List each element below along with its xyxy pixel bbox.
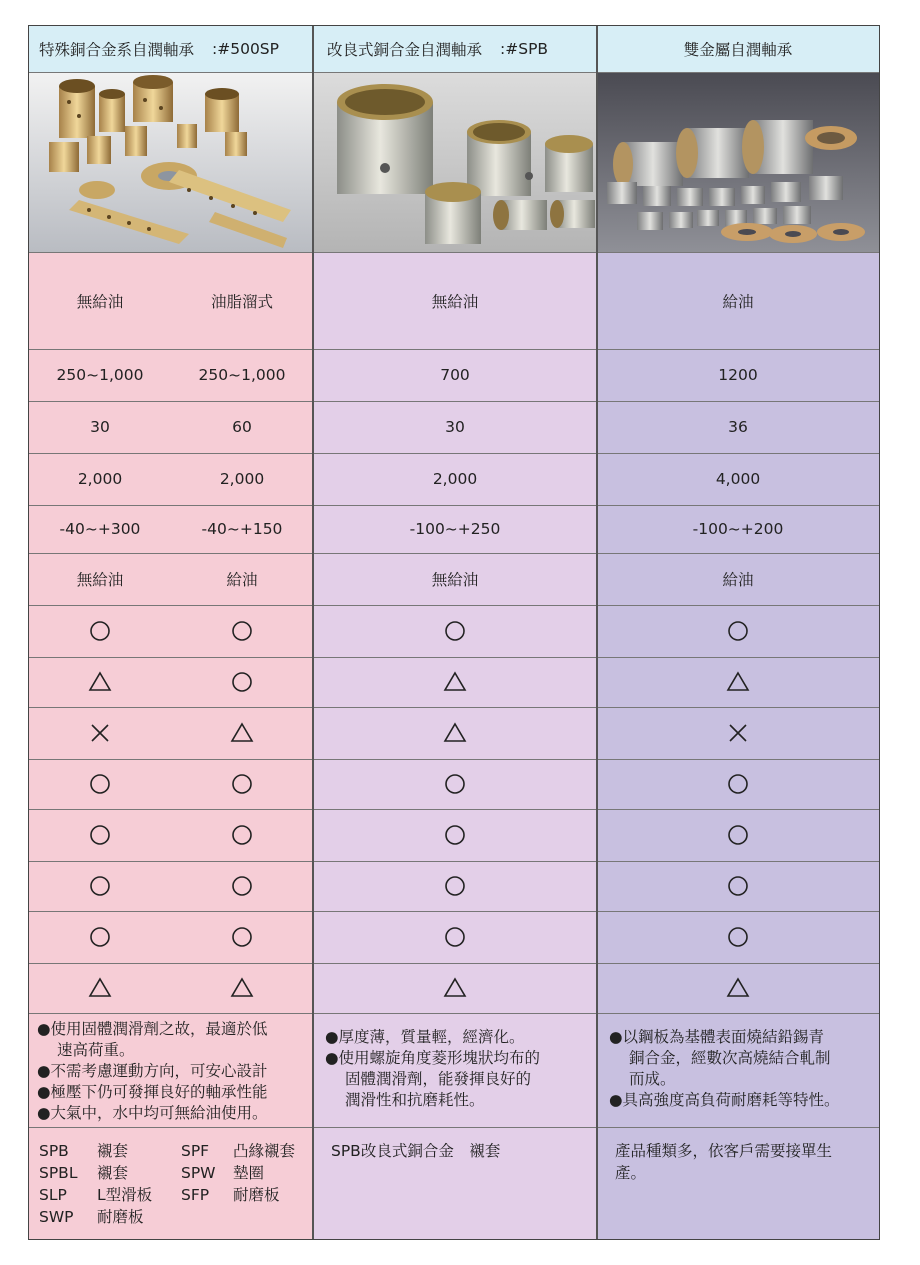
photo-bimetal-parts: [597, 72, 879, 252]
cell-oil: 給油: [722, 571, 754, 589]
product-row: [39, 1162, 295, 1184]
cell-speed: 30: [445, 418, 465, 436]
rating-circle-icon: [171, 809, 313, 861]
cell-pv: 4,000: [715, 470, 761, 488]
rating-circle-icon: [313, 911, 597, 963]
rating-circle-icon: [29, 809, 171, 861]
product-row: [39, 1206, 295, 1228]
features-500sp: [37, 1019, 268, 1124]
rating-circle-icon: [313, 605, 597, 657]
cell-speed: 60: [232, 418, 252, 436]
rating-triangle-icon: [29, 657, 171, 707]
product-name: 襯套: [97, 1142, 129, 1160]
products-500sp: [39, 1140, 295, 1228]
product-name: 耐磨板: [233, 1186, 280, 1204]
product-row: [39, 1184, 295, 1206]
rating-circle-icon: [313, 809, 597, 861]
feature-line: ●以鋼板為基體表面燒結鉛錫青: [609, 1028, 825, 1046]
rating-triangle-icon: [171, 707, 313, 759]
products-spb: [331, 1140, 500, 1162]
rating-circle-icon: [29, 861, 171, 911]
cell-pv: 2,000: [219, 470, 265, 488]
rating-triangle-icon: [597, 963, 879, 1013]
cell-load: 700: [440, 366, 470, 384]
product-line: 產。: [615, 1164, 647, 1182]
cell-load: 250~1,000: [198, 366, 286, 384]
header-spb-title: 改良式銅合金自潤軸承: [327, 41, 483, 59]
features-spb: [325, 1027, 540, 1111]
rating-circle-icon: [597, 809, 879, 861]
cell-temp: -100~+250: [409, 520, 501, 538]
product-code: SPB: [39, 1142, 69, 1160]
header-500sp: [29, 26, 313, 72]
feature-line: ●使用螺旋角度菱形塊狀均布的: [325, 1049, 541, 1067]
cell-temp: -40~+300: [59, 520, 141, 538]
header-500sp-title: 特殊銅合金系自潤軸承: [39, 41, 195, 59]
cell-speed: 36: [728, 418, 748, 436]
cell-pv: 2,000: [77, 470, 123, 488]
cell-lube: 無給油: [76, 292, 124, 311]
cell-temp: -40~+150: [201, 520, 283, 538]
header-bimetal-title: 雙金屬自潤軸承: [683, 41, 793, 59]
cell-speed: 30: [90, 418, 110, 436]
cell-lube: 油脂溜式: [210, 292, 273, 311]
cell-temp: -100~+200: [692, 520, 784, 538]
feature-line: ●使用固體潤滑劑之故，最適於低: [37, 1020, 268, 1038]
bearing-comparison-table: [28, 25, 880, 1240]
rating-circle-icon: [171, 759, 313, 809]
rating-triangle-icon: [313, 963, 597, 1013]
feature-line: 而成。: [629, 1070, 676, 1088]
product-name: 凸緣襯套: [233, 1142, 296, 1160]
product-name: L型滑板: [97, 1186, 153, 1204]
header-spb-code: :#SPB: [500, 40, 549, 58]
rating-triangle-icon: [597, 657, 879, 707]
product-name: 耐磨板: [97, 1208, 144, 1226]
header-bimetal: [597, 26, 879, 72]
rating-circle-icon: [597, 911, 879, 963]
product-code: SLP: [39, 1186, 67, 1204]
rating-triangle-icon: [313, 657, 597, 707]
rating-circle-icon: [171, 605, 313, 657]
product-code: SPBL: [39, 1164, 78, 1182]
rating-circle-icon: [597, 605, 879, 657]
cell-lube: 給油: [722, 292, 754, 311]
header-spb: [313, 26, 597, 72]
rating-circle-icon: [171, 861, 313, 911]
rating-circle-icon: [597, 759, 879, 809]
rating-circle-icon: [313, 861, 597, 911]
feature-line: ●厚度薄，質量輕，經濟化。: [325, 1028, 525, 1046]
product-code: SPF: [181, 1142, 210, 1160]
product-code: SPW: [181, 1164, 216, 1182]
rating-cross-icon: [29, 707, 171, 759]
products-bimetal: [615, 1140, 832, 1184]
rating-circle-icon: [29, 759, 171, 809]
rating-circle-icon: [597, 861, 879, 911]
cell-pv: 2,000: [432, 470, 478, 488]
features-bimetal: [609, 1027, 840, 1111]
feature-line: ●極壓下仍可發揮良好的軸承性能: [37, 1083, 268, 1101]
product-line: SPB改良式銅合金 襯套: [331, 1142, 501, 1160]
feature-line: ●大氣中，水中均可無給油使用。: [37, 1104, 268, 1122]
cell-load: 250~1,000: [56, 366, 144, 384]
feature-line: 潤滑性和抗磨耗性。: [345, 1091, 485, 1109]
photo-bronze-parts: [29, 72, 313, 252]
header-500sp-code: :#500SP: [212, 40, 279, 58]
cell-lube: 無給油: [431, 292, 479, 311]
cell-load: 1200: [718, 366, 758, 384]
rating-circle-icon: [29, 911, 171, 963]
photo-steel-bushings: [313, 72, 597, 252]
rating-circle-icon: [313, 759, 597, 809]
rating-circle-icon: [171, 657, 313, 707]
product-line: 產品種類多，依客戶需要接單生: [615, 1142, 833, 1160]
rating-cross-icon: [597, 707, 879, 759]
cell-oil: 無給油: [431, 571, 479, 589]
product-row: [39, 1140, 295, 1162]
product-name: 墊圈: [233, 1164, 265, 1182]
feature-line: 速高荷重。: [57, 1041, 135, 1059]
cell-oil: 給油: [226, 571, 258, 589]
feature-line: ●具高強度高負荷耐磨耗等特性。: [609, 1091, 840, 1109]
feature-line: 固體潤滑劑，能發揮良好的: [345, 1070, 532, 1088]
product-code: SWP: [39, 1208, 74, 1226]
rating-triangle-icon: [171, 963, 313, 1013]
cell-oil: 無給油: [76, 571, 124, 589]
rating-circle-icon: [29, 605, 171, 657]
rating-circle-icon: [171, 911, 313, 963]
feature-line: ●不需考慮運動方向，可安心設計: [37, 1062, 268, 1080]
rating-triangle-icon: [313, 707, 597, 759]
rating-triangle-icon: [29, 963, 171, 1013]
product-name: 襯套: [97, 1164, 129, 1182]
feature-line: 銅合金，經數次高燒結合軋制: [629, 1049, 831, 1067]
product-code: SFP: [181, 1186, 210, 1204]
